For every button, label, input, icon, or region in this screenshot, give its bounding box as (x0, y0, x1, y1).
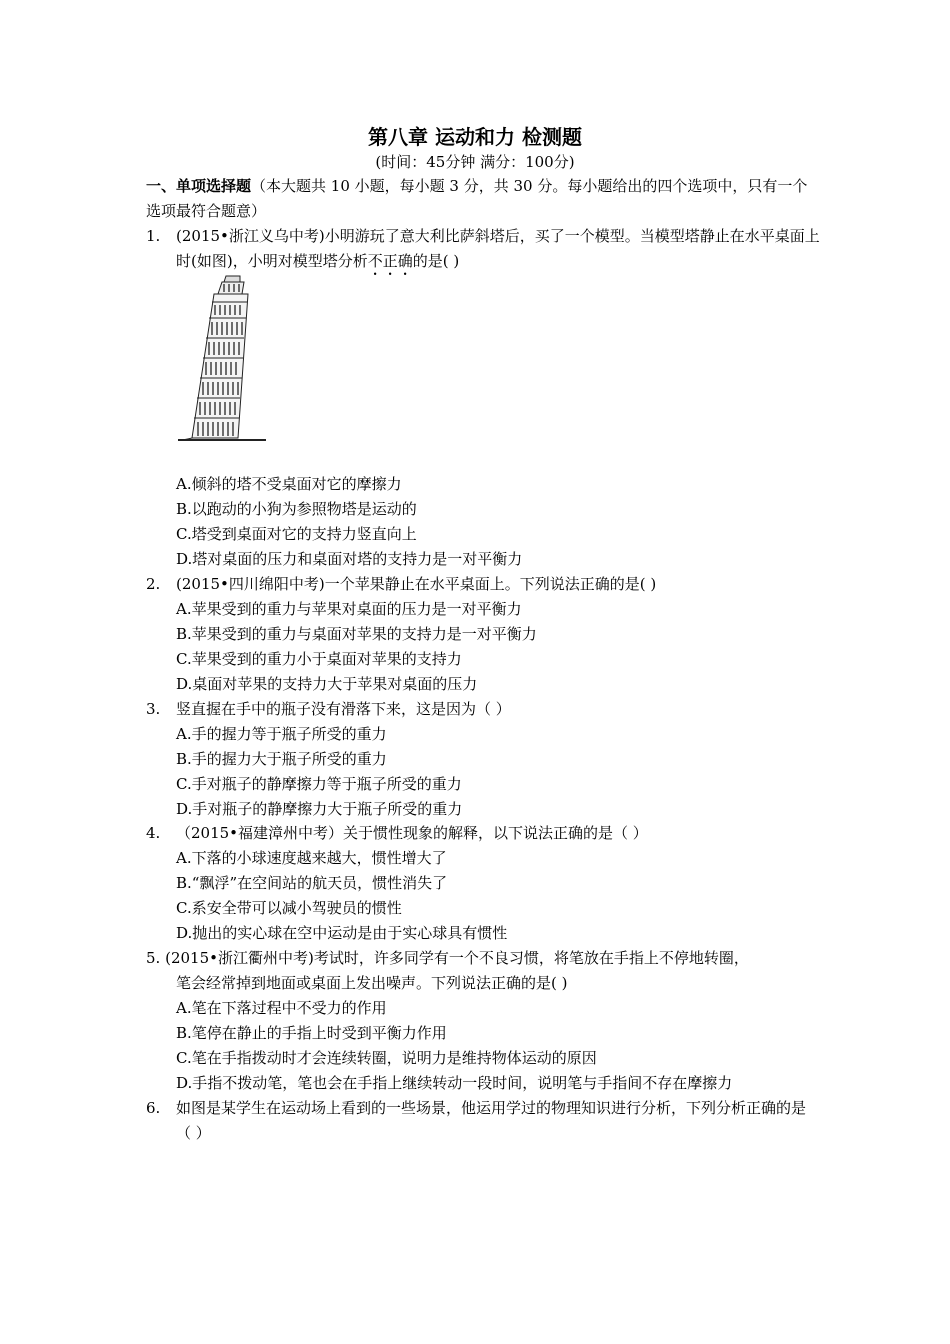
question-5 (146, 946, 826, 996)
section-header (146, 174, 816, 224)
section-instruction: （本大题共 10 小题，每小题 3 分，共 30 分。每小题给出的四个选项中，只有一个选项最符合题意） (146, 177, 808, 220)
section-heading: 一、单项选择题 (146, 177, 252, 195)
question-3-option-a: A.手的握力等于瓶子所受的重力 (176, 725, 387, 743)
question-stem: 竖直握在手中的瓶子没有滑落下来，这是因为（ ） (176, 700, 511, 718)
stem-text: (2015•浙江衢州中考)考试时，许多同学有一个不良习惯，将笔放在手指上不停地转圈， (165, 949, 749, 967)
question-2-option-d: D.桌面对苹果的支持力大于苹果对桌面的压力 (176, 675, 478, 693)
question-2-option-b: B.苹果受到的重力与桌面对苹果的支持力是一对平衡力 (176, 625, 537, 643)
question-6 (146, 1096, 826, 1146)
question-5-option-a: A.笔在下落过程中不受力的作用 (176, 999, 387, 1017)
question-2-option-a: A.苹果受到的重力与苹果对桌面的压力是一对平衡力 (176, 600, 522, 618)
question-stem-line-2: 笔会经常掉到地面或桌面上发出噪声。下列说法正确的是( ) (176, 974, 568, 992)
stem-emphasis: 不正确 (367, 252, 413, 270)
page-subtitle: (时间：45分钟 满分：100分) (375, 153, 575, 171)
question-number: 3. (146, 700, 161, 718)
stem-text-end: 的是( ) (412, 252, 460, 270)
question-2-option-c: C.苹果受到的重力小于桌面对苹果的支持力 (176, 650, 462, 668)
question-3-option-b: B.手的握力大于瓶子所受的重力 (176, 750, 387, 768)
question-stem: (2015•四川绵阳中考)一个苹果静止在水平桌面上。下列说法正确的是( ) (176, 575, 657, 593)
question-1-option-d: D.塔对桌面的压力和桌面对塔的支持力是一对平衡力 (176, 550, 523, 568)
question-4-option-b: B.“飘浮”在空间站的航天员，惯性消失了 (176, 874, 448, 892)
question-number: 6. (146, 1099, 161, 1117)
question-number: 5. (146, 949, 161, 967)
question-stem: （2015•福建漳州中考）关于惯性现象的解释，以下说法正确的是（ ） (176, 824, 648, 842)
question-number: 4. (146, 824, 161, 842)
question-1-option-a: A.倾斜的塔不受桌面对它的摩擦力 (176, 475, 402, 493)
question-5-option-c: C.笔在手指拨动时才会连续转圈，说明力是维持物体运动的原因 (176, 1049, 597, 1067)
question-4-option-c: C.系安全带可以减小驾驶员的惯性 (176, 899, 402, 917)
question-4-option-a: A.下落的小球速度越来越大，惯性增大了 (176, 849, 447, 867)
question-stem: 如图是某学生在运动场上看到的一些场景，他运用学过的物理知识进行分析，下列分析正确的是（ ） (176, 1099, 807, 1142)
question-2 (146, 572, 826, 597)
question-4 (146, 821, 826, 846)
question-stem-line-1 (146, 946, 826, 971)
leaning-tower-figure (178, 272, 270, 444)
question-3-option-c: C.手对瓶子的静摩擦力等于瓶子所受的重力 (176, 775, 462, 793)
question-3 (146, 697, 826, 722)
question-stem (176, 224, 826, 279)
page-title: 第八章 运动和力 检测题 (368, 125, 582, 149)
question-1 (146, 224, 826, 279)
question-1-option-b: B.以跑动的小狗为参照物塔是运动的 (176, 500, 417, 518)
question-5-option-b: B.笔停在静止的手指上时受到平衡力作用 (176, 1024, 447, 1042)
stem-text: (2015•浙江义乌中考)小明游玩了意大利比萨斜塔后，买了一个模型。当模型塔静止在水平桌面上时(如图)，小明对模型塔分析 (176, 227, 820, 270)
question-number: 2. (146, 575, 161, 593)
question-5-option-d: D.手指不拨动笔，笔也会在手指上继续转动一段时间，说明笔与手指间不存在摩擦力 (176, 1074, 733, 1092)
question-4-option-d: D.抛出的实心球在空中运动是由于实心球具有惯性 (176, 924, 508, 942)
question-3-option-d: D.手对瓶子的静摩擦力大于瓶子所受的重力 (176, 800, 463, 818)
question-1-option-c: C.塔受到桌面对它的支持力竖直向上 (176, 525, 417, 543)
question-number: 1. (146, 227, 161, 245)
